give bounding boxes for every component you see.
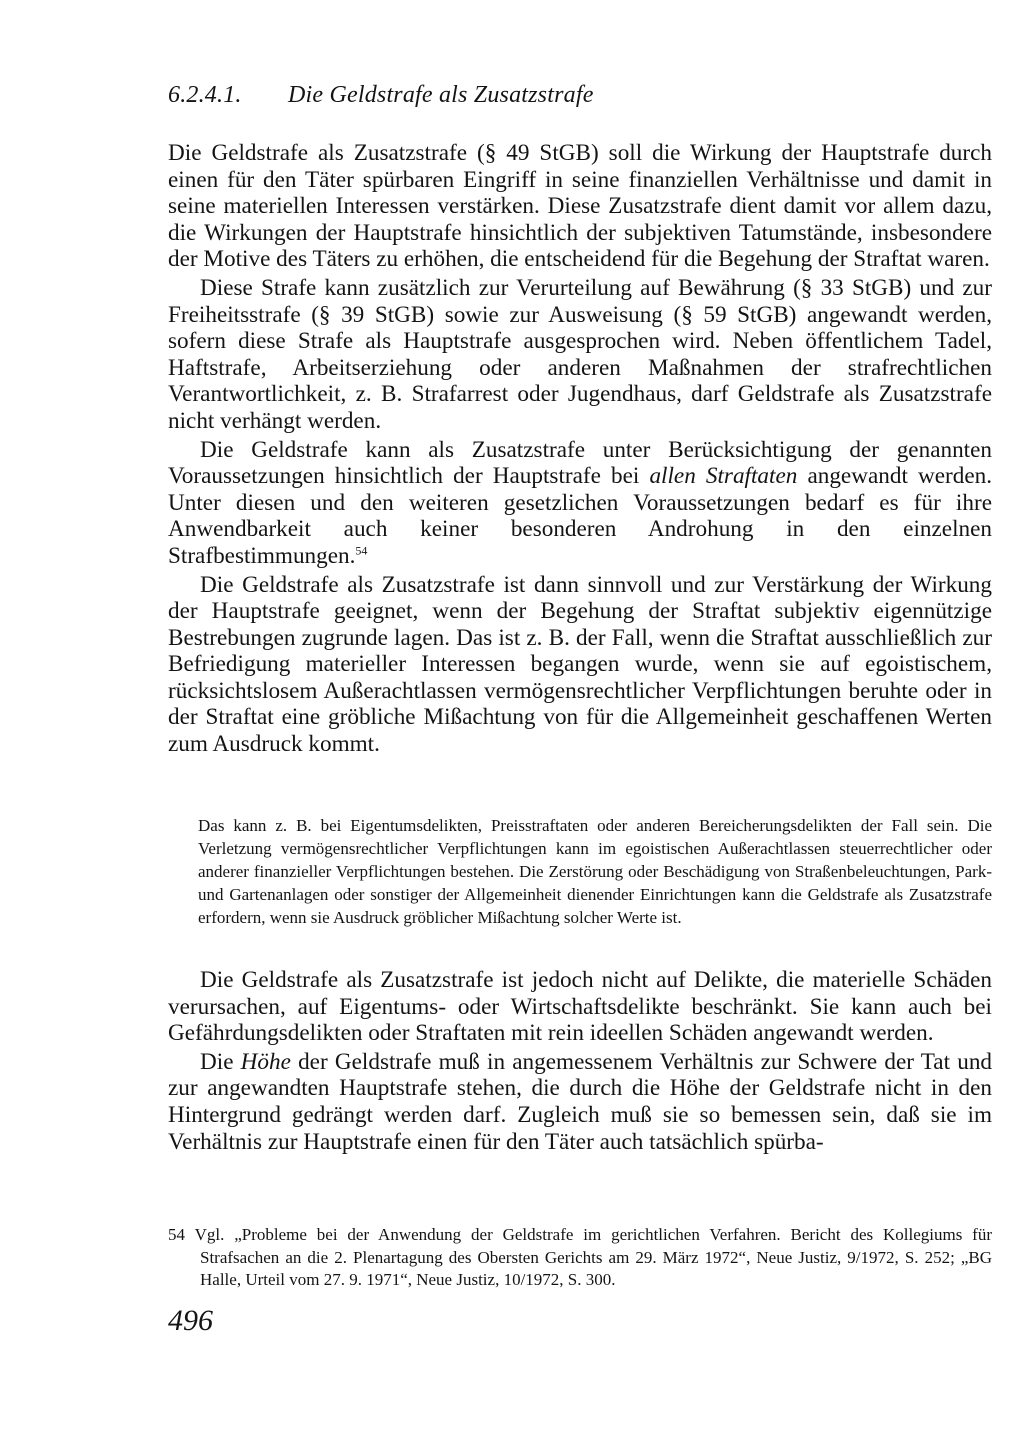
paragraph-3-emphasis: allen Straftaten bbox=[649, 463, 798, 490]
small-print-note: Das kann z. B. bei Eigentumsdelikten, Preisstraftaten oder anderen Bereicherungsdelikten der Fall sein. Die Verletzung vermögensrechtlicher Verpflichtungen kann im egoistischen Außerachtlassen steuerrechtlicher oder anderer finanzieller Verpflichtungen bestehen. Die Zerstörung oder Beschädigung von Straßenbeleuchtungen, Park- und Gartenanlagen oder sonstiger der Allgemeinheit dienender Einrichtungen kann die Geldstrafe als Zusatzstrafe erfordern, wenn sie Ausdruck gröblicher Mißachtung solcher Werte ist. bbox=[198, 816, 992, 927]
page-number: 496 bbox=[168, 1304, 213, 1337]
paragraph-6-after: der Geldstrafe muß in angemessenem Verhältnis zur Schwere der Tat und zur angewandten Hauptstrafe stehen, die durch die Höhe der Geldstrafe nicht in den Hintergrund gedrängt werden darf. Zugleich muß sie so bemessen sein, daß sie im Verhältnis zur Hauptstrafe einen für den Täter auch tatsächlich spürba- bbox=[168, 1048, 993, 1155]
paragraph-2: Diese Strafe kann zusätzlich zur Verurteilung auf Bewährung (§ 33 StGB) und zur Freiheitsstrafe (§ 39 StGB) sowie zur Ausweisung (§ 59 StGB) angewandt werden, sofern diese Strafe als Hauptstrafe ausgesprochen wird. Neben öffentlichem Tadel, Haftstrafe, Arbeitserziehung oder anderen Maßnahmen der strafrechtlichen Verantwortlichkeit, z. B. Strafarrest oder Jugendhaus, darf Geldstrafe als Zusatzstrafe nicht verhängt werden. bbox=[168, 274, 992, 434]
section-title: Die Geldstrafe als Zusatzstrafe bbox=[288, 82, 594, 108]
footnote-body bbox=[168, 1224, 992, 1292]
section-heading bbox=[168, 82, 594, 109]
main-text bbox=[168, 140, 992, 760]
paragraph-3 bbox=[168, 437, 992, 570]
paragraph-5: Die Geldstrafe als Zusatzstrafe ist jedoch nicht auf Delikte, die materielle Schäden verursachen, auf Eigentums- oder Wirtschaftsdelikte beschränkt. Sie kann auch bei Gefährdungsdelikten oder Straftaten mit rein ideellen Schäden angewandt werden. bbox=[168, 967, 992, 1047]
paragraph-4: Die Geldstrafe als Zusatzstrafe ist dann sinnvoll und zur Verstärkung der Wirkung der Hauptstrafe geeignet, wenn der Begehung der Straftat subjektiv eigennützige Bestrebungen zugrunde lagen. Das ist z. B. der Fall, wenn die Straftat ausschließlich zur Befriedigung materieller Interessen begangen wurde, wenn sie auf egoistischem, rücksichtslosem Außerachtlassen vermögensrechtlicher Verpflichtungen beruhte oder in der Straftat eine gröbliche Mißachtung von für die Allgemeinheit geschaffenen Werten zum Ausdruck kommt. bbox=[168, 571, 992, 758]
footnote-reference[interactable]: 54 bbox=[355, 543, 368, 558]
paragraph-3-before: Die Geldstrafe kann als Zusatzstrafe unter Berücksichtigung der genannten Voraussetzungen hinsichtlich der Hauptstrafe bei bbox=[168, 436, 992, 490]
paragraph-1: Die Geldstrafe als Zusatzstrafe (§ 49 StGB) soll die Wirkung der Hauptstrafe durch einen für den Täter spürbaren Eingriff in seine finanziellen Verhältnisse und damit in seine materiellen Interessen verstärken. Diese Zusatzstrafe dient damit vor allem dazu, die Wirkungen der Hauptstrafe hinsichtlich der subjektiven Tatumstände, insbesondere der Motive des Täters zu erhöhen, die entscheidend für die Begehung der Straftat waren. bbox=[168, 140, 992, 273]
section-number: 6.2.4.1. bbox=[168, 82, 242, 108]
paragraph-6 bbox=[168, 1049, 992, 1155]
main-text-continued bbox=[168, 967, 992, 1157]
paragraph-6-before: Die bbox=[200, 1048, 241, 1075]
paragraph-6-emphasis: Höhe bbox=[240, 1048, 291, 1075]
footnote-number: 54 bbox=[168, 1225, 185, 1244]
paragraph-3-after: angewandt werden. Unter diesen und den weiteren gesetzlichen Voraussetzungen bedarf es für ihre Anwendbarkeit auch keiner besonderen Androhung in den einzelnen Strafbestimmungen. bbox=[168, 463, 993, 569]
footnote bbox=[168, 1224, 992, 1292]
footnote-text: Vgl. „Probleme bei der Anwendung der Geldstrafe im gerichtlichen Verfahren. Bericht des Kollegiums für Strafsachen an die 2. Plenartagung des Obersten Gerichts am 29. März 1972“, Neue Justiz, 9/1972, S. 252; „BG Halle, Urteil vom 27. 9. 1971“, Neue Justiz, 10/1972, S. 300. bbox=[194, 1225, 993, 1289]
